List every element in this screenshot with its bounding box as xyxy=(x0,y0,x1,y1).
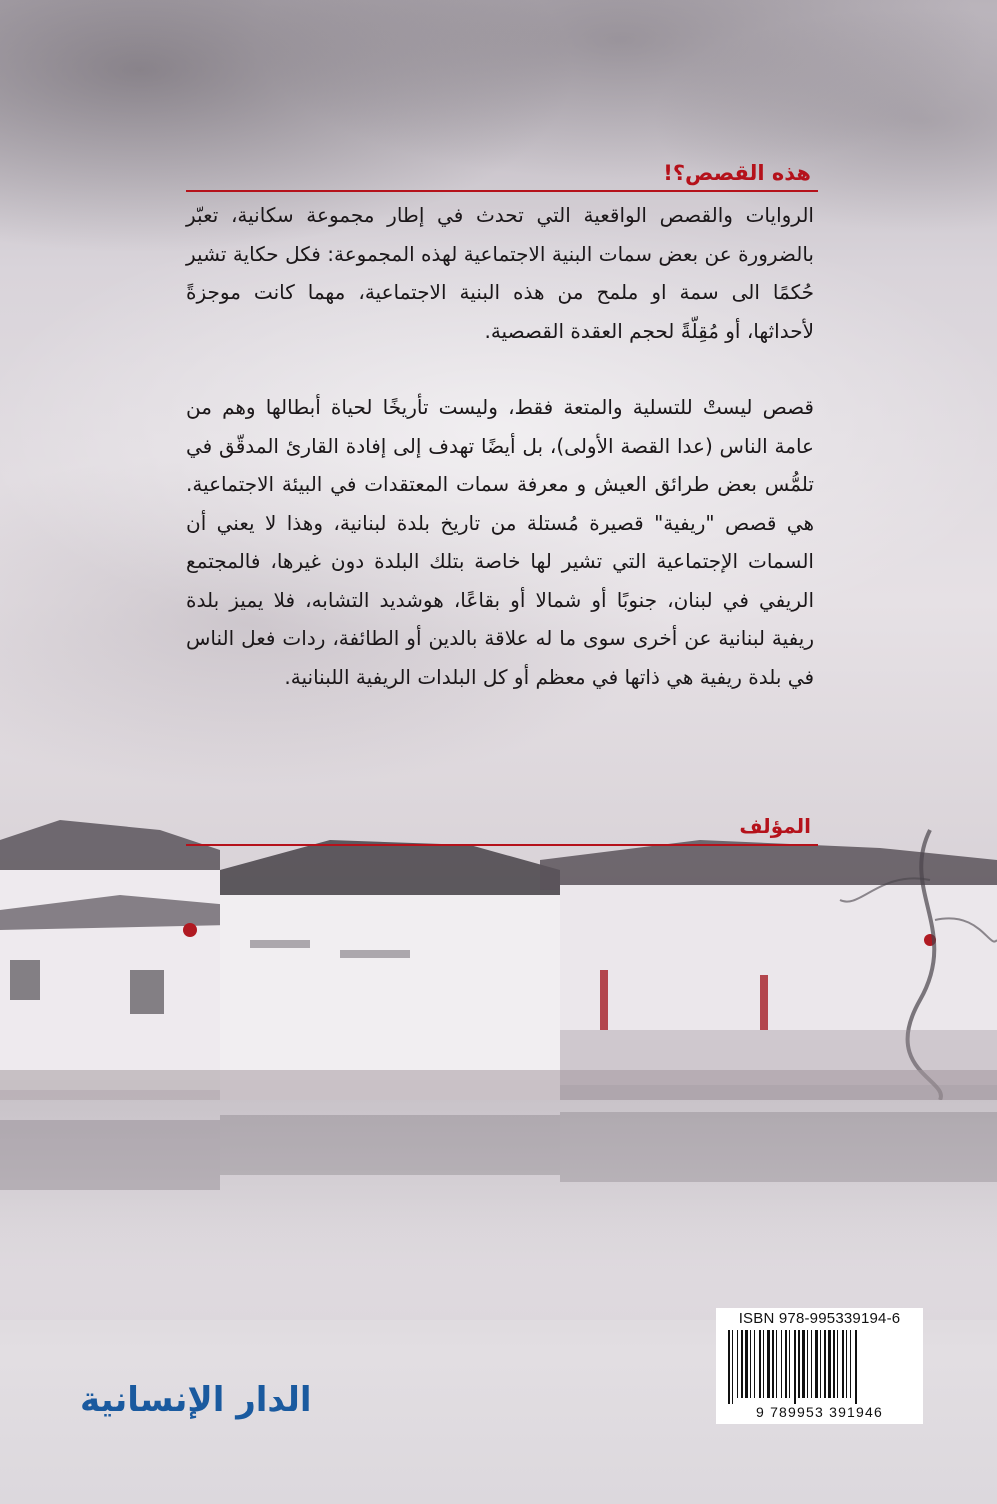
barcode-bar xyxy=(781,1330,782,1398)
section-heading: هذه القصص؟! xyxy=(663,161,811,185)
barcode-bar xyxy=(767,1330,770,1398)
barcode-bar xyxy=(763,1330,764,1398)
paragraph-1: الروايات والقصص الواقعية التي تحدث في إطار مجموعة سكانية، تعبّر بالضرورة عن بعض سمات البنية الاجتماعية لهذه المجموعة: فكل حكاية تشير حُكمًا الى سمة او ملمح من هذه البنية الاجتماعية، مهما كانت موجزةً لأحداثها، أو مُقِلّةً لحجم العقدة القصصية. xyxy=(186,203,814,343)
barcode-bar xyxy=(741,1330,743,1398)
barcode-bar xyxy=(837,1330,838,1398)
barcode-bar xyxy=(802,1330,805,1398)
barcode-icon xyxy=(728,1330,911,1404)
village-reflection-illustration xyxy=(0,800,997,1320)
barcode-bar xyxy=(798,1330,800,1398)
barcode-bar xyxy=(833,1330,835,1398)
heading-underline xyxy=(186,190,818,192)
barcode-bar xyxy=(807,1330,808,1398)
barcode-bar xyxy=(855,1330,857,1404)
isbn-label: ISBN 978-995339194-6 xyxy=(738,1310,901,1327)
author-label: المؤلف xyxy=(739,814,811,838)
barcode-bar xyxy=(750,1330,751,1398)
barcode-bar xyxy=(794,1330,796,1404)
village-scene-svg xyxy=(0,800,997,1320)
barcode-bar xyxy=(811,1330,812,1398)
barcode-bar xyxy=(732,1330,733,1404)
barcode-bar xyxy=(754,1330,755,1398)
barcode-bar xyxy=(785,1330,787,1398)
barcode-bar xyxy=(772,1330,774,1398)
barcode-bar xyxy=(789,1330,790,1398)
barcode-bar xyxy=(850,1330,851,1398)
barcode-bar xyxy=(846,1330,847,1398)
barcode-bar xyxy=(842,1330,844,1398)
barcode-bar xyxy=(815,1330,818,1398)
publisher-name: الدار الإنسانية xyxy=(80,1380,312,1420)
barcode-bar xyxy=(824,1330,826,1398)
barcode-bar xyxy=(737,1330,738,1398)
barcode-bar xyxy=(828,1330,831,1398)
barcode-bar xyxy=(776,1330,777,1398)
barcode-bar xyxy=(759,1330,761,1398)
author-underline xyxy=(186,844,818,846)
barcode-digits: 9 789953 391946 xyxy=(756,1404,883,1420)
barcode-bar xyxy=(820,1330,821,1398)
barcode-bar xyxy=(745,1330,748,1398)
paragraph-2: قصص ليستْ للتسلية والمتعة فقط، وليست تأريخًا لحياة أبطالها وهم من عامة الناس (عدا القصة الأولى)، بل أيضًا تهدف إلى إفادة القارئ المدقّق في تلمُّس بعض طرائق العيش و معرفة سمات المعتقدات في البيئة الاجتماعية. هي قصص "ريفية" قصيرة مُستلة من تاريخ بلدة لبنانية، وهذا لا يعني أن السمات الإجتماعية التي تشير لها خاصة بتلك البلدة دون غيرها، فالمجتمع الريفي في لبنان، جنوبًا أو شمالا أو بقاعًا، هوشديد التشابه، فلا يميز بلدة ريفية لبنانية عن أخرى سوى ما له علاقة بالدين أو الطائفة، ردات فعل الناس في بلدة ريفية هي ذاتها في معظم أو كل البلدات الريفية اللبنانية. xyxy=(186,395,814,689)
barcode-bar xyxy=(728,1330,730,1404)
isbn-barcode xyxy=(716,1308,923,1424)
